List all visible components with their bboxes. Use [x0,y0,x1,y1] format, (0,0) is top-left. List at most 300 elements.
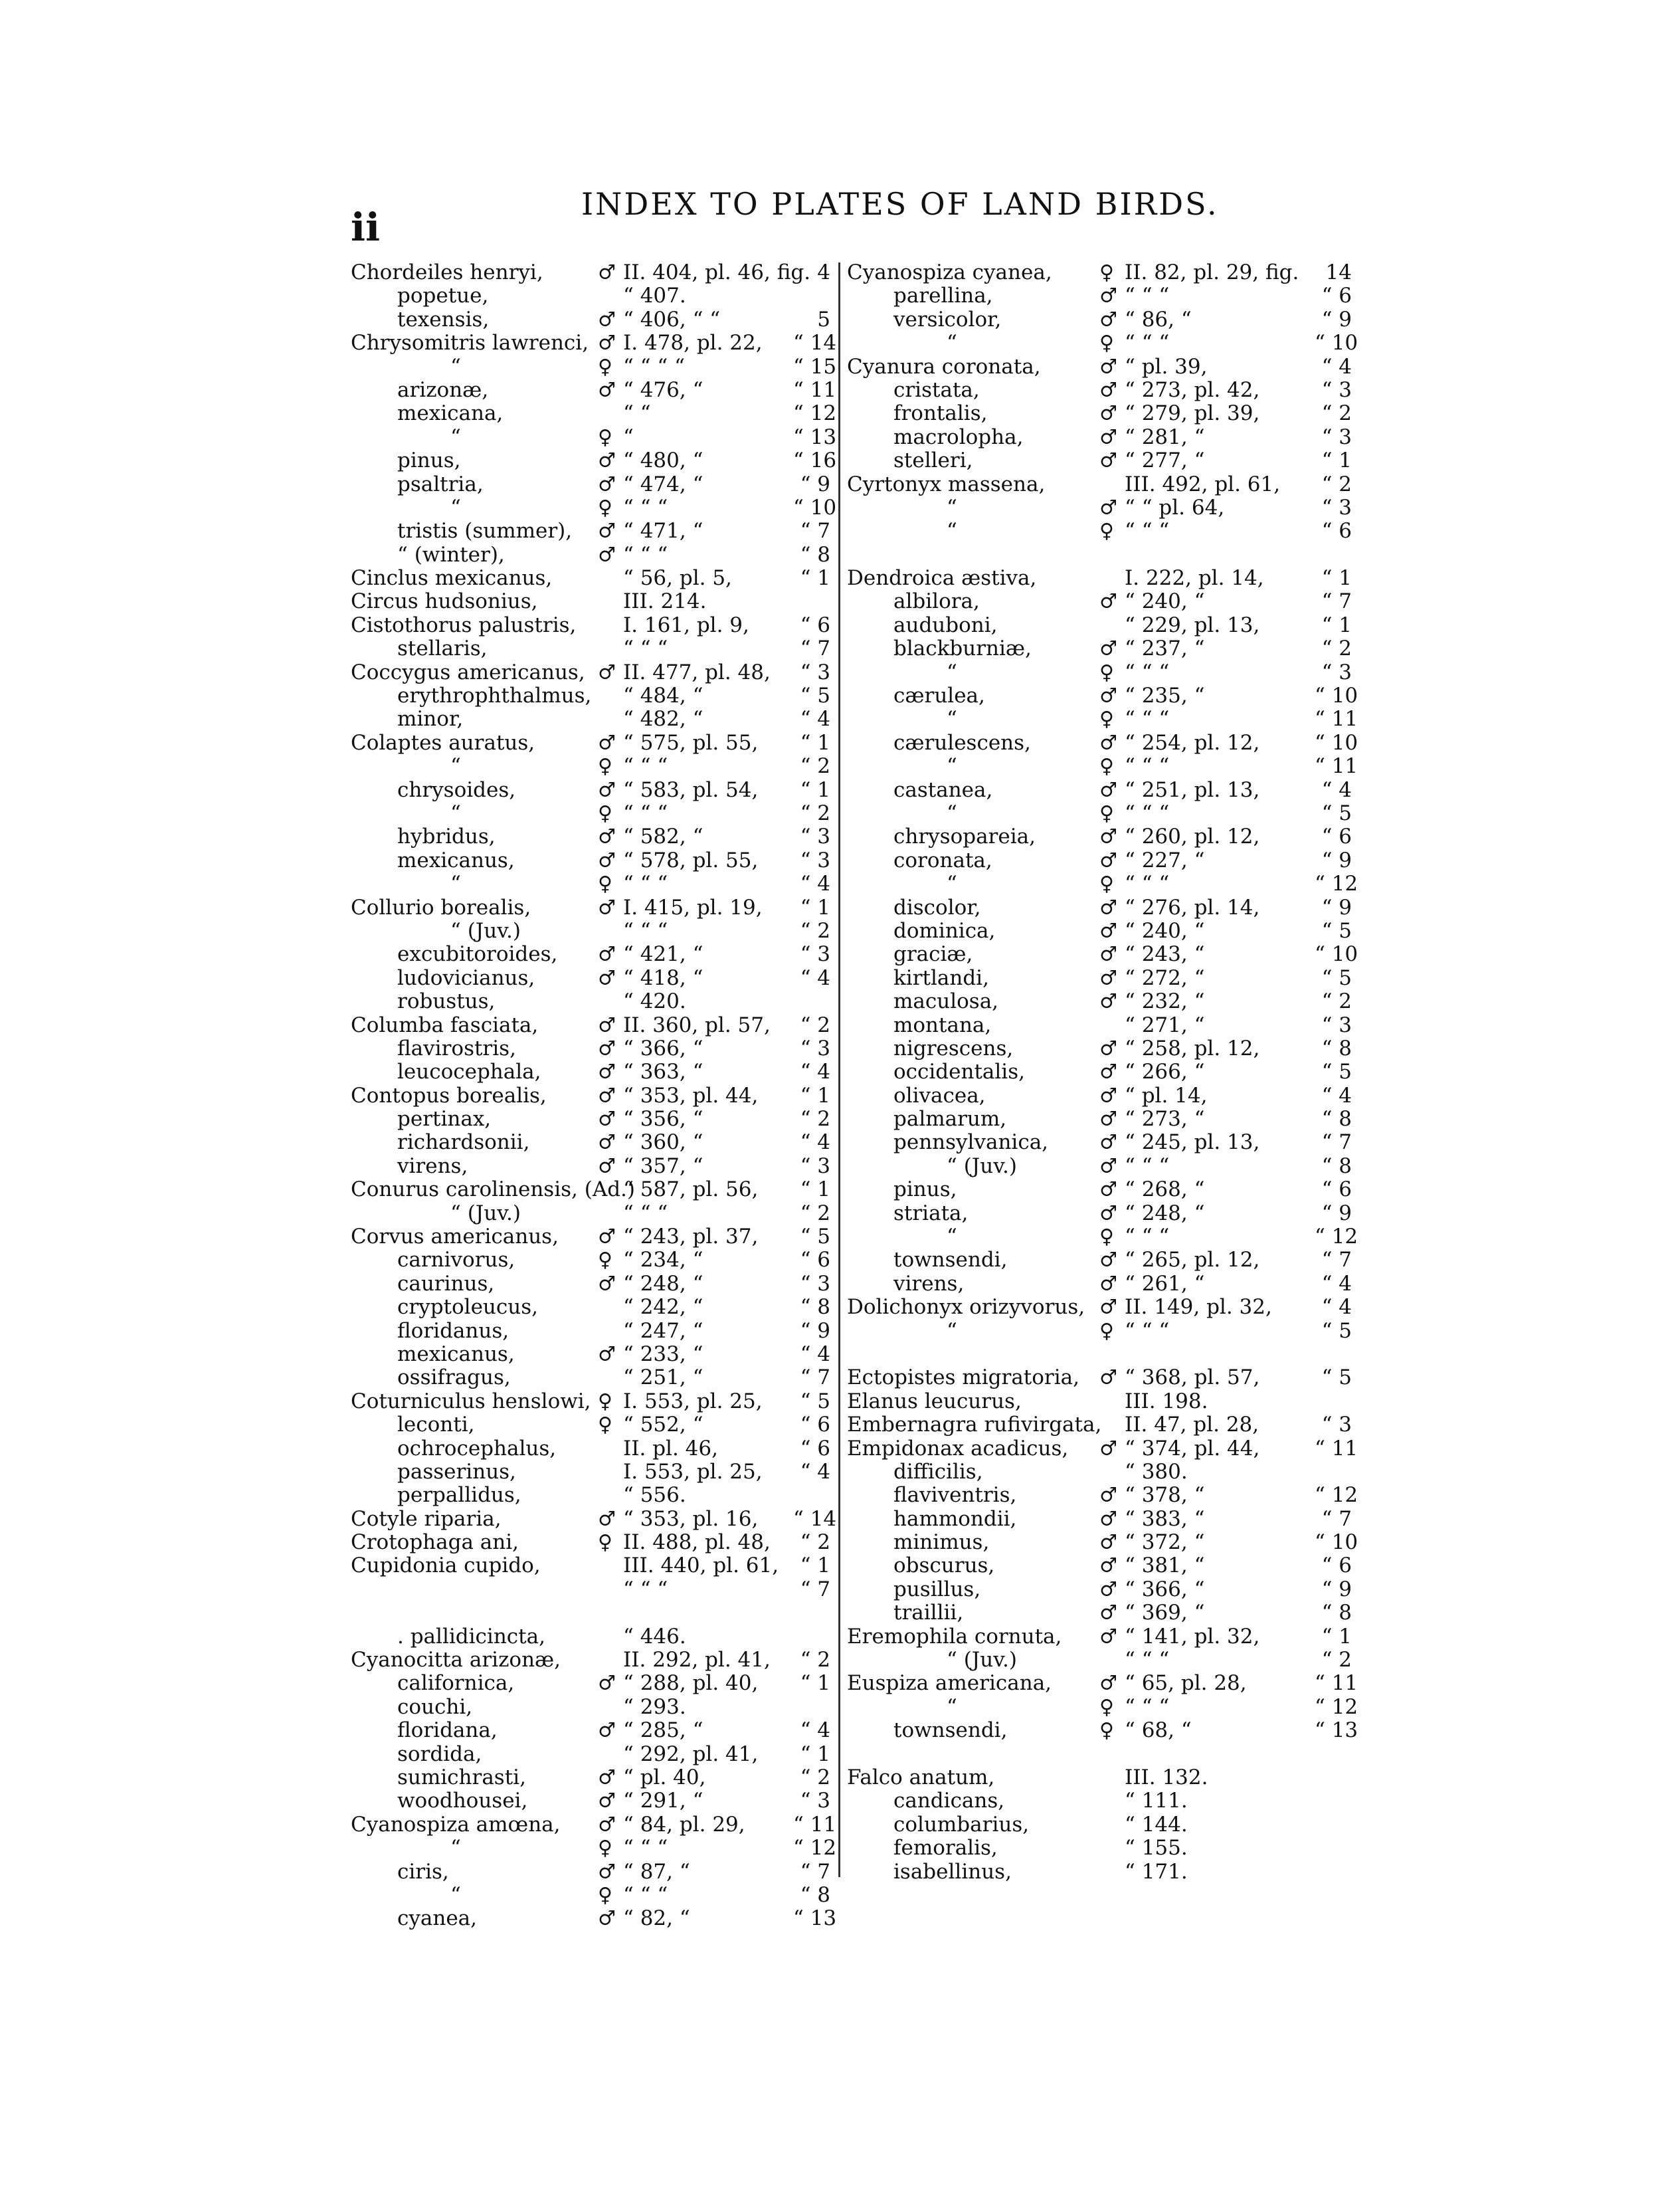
sex-symbol: ♂ [598,1225,616,1249]
figure-number: “ 12 [1315,1225,1358,1249]
entry-name: townsendi, [893,1248,1008,1272]
index-entry [847,1860,1352,1884]
figure-number: “ 2 [800,1765,830,1789]
entry-name: “ [947,1225,957,1249]
figure-number: “ 12 [1315,1694,1358,1719]
volume-page-reference: “ “ “ [623,1882,668,1907]
index-entry [351,637,830,660]
index-entry [847,1249,1352,1272]
volume-page-reference: “ 271, “ [1125,1013,1205,1037]
sex-symbol: ♂ [598,1813,616,1837]
entry-name: sumichrasti, [397,1765,526,1789]
index-entry [847,1272,1352,1296]
entry-name: Colaptes auratus, [351,730,535,755]
index-entry [351,425,837,449]
entry-name: sordida, [397,1742,482,1766]
figure-number: “ 3 [1321,425,1352,449]
index-entry [351,1554,830,1577]
sex-symbol: ♂ [1099,1554,1117,1578]
volume-page-reference: “ 293. [623,1694,686,1719]
index-entry [351,1460,830,1484]
volume-page-reference: “ “ “ [1125,1318,1170,1343]
entry-name: “ [947,660,957,684]
figure-number: “ 1 [800,566,830,591]
index-entry [847,825,1352,849]
entry-name: cærulea, [893,684,985,708]
index-entry [351,990,830,1013]
figure-number: “ 11 [1315,754,1358,779]
volume-page-reference: “ 265, pl. 12, [1125,1248,1260,1272]
sex-symbol: ♂ [598,1342,616,1366]
volume-page-reference: “ 242, “ [623,1295,703,1320]
volume-page-reference: “ “ “ [623,918,668,943]
index-entry [847,1155,1352,1178]
index-entry [847,1743,1352,1766]
sex-symbol: ♀ [598,1389,612,1413]
entry-name: caurinus, [397,1271,495,1296]
entry-name: “ [947,1318,957,1343]
index-entry [351,1578,830,1601]
index-entry [847,779,1352,802]
sex-symbol: ♀ [1099,261,1114,284]
volume-page-reference: “ 144. [1125,1812,1188,1837]
figure-number: “ 1 [1321,1624,1352,1649]
volume-page-reference: “ 227, “ [1125,848,1205,872]
figure-number: “ 4 [800,1718,830,1743]
volume-page-reference: “ “ “ [623,754,668,779]
volume-page-reference: I. 553, pl. 25, [623,1389,763,1413]
index-entry [351,849,830,872]
sex-symbol: ♂ [1099,731,1117,755]
index-entry [847,473,1352,496]
index-entry [351,896,830,920]
entry-name: castanea, [893,777,993,802]
volume-page-reference: III. 492, pl. 61, [1125,472,1281,496]
sex-symbol: ♂ [598,1084,616,1108]
volume-page-reference: “ 233, “ [623,1342,703,1366]
figure-number: “ 2 [800,801,830,825]
volume-page-reference: “ 243, “ [1125,942,1205,967]
index-entry [847,1296,1352,1319]
figure-number: “ 2 [800,1013,830,1037]
figure-number: “ 10 [1315,331,1358,355]
entry-name: Cyanura coronata, [847,354,1041,379]
volume-page-reference: “ 474, “ [623,472,703,496]
index-entry [847,1178,1352,1201]
entry-name: Ectopistes migratoria, [847,1365,1079,1390]
sex-symbol: ♀ [1099,872,1114,896]
entry-name: Cyanocitta arizonæ, [351,1648,561,1672]
entry-name: “ (winter), [397,542,505,567]
volume-page-reference: “ “ “ [1125,754,1170,779]
index-entry [847,261,1352,284]
index-entry [351,614,830,637]
sex-symbol: ♂ [1099,1060,1117,1084]
entry-name: “ [947,519,957,544]
figure-number: “ 7 [1321,1506,1352,1531]
index-entry [847,802,1352,825]
volume-page-reference: II. 292, pl. 41, [623,1648,771,1672]
entry-name: pennsylvanica, [893,1130,1049,1155]
volume-page-reference: “ 68, “ [1125,1718,1192,1743]
figure-number: “ 4 [800,1130,830,1155]
volume-page-reference: “ 575, pl. 55, [623,730,759,755]
entry-name: candicans, [893,1789,1005,1813]
entry-name: hammondii, [893,1506,1017,1531]
entry-name: kirtlandi, [893,965,989,990]
sex-symbol: ♂ [598,966,616,990]
index-entry [847,754,1358,779]
index-entry [847,1202,1352,1225]
volume-page-reference: “ 418, “ [623,965,703,990]
figure-number: “ 2 [1321,472,1352,496]
entry-name: “ [947,801,957,825]
sex-symbol: ♀ [598,355,612,379]
index-entry [847,567,1352,590]
entry-name: dominica, [893,918,996,943]
figure-number: “ 15 [793,354,837,379]
volume-page-reference: “ 288, pl. 40, [623,1671,759,1696]
sex-symbol: ♀ [598,755,612,779]
figure-number: “ 11 [793,1812,837,1837]
entry-name: traillii, [893,1601,964,1625]
entry-name: Empidonax acadicus, [847,1436,1069,1460]
sex-symbol: ♂ [1099,990,1117,1014]
index-entry [847,1320,1352,1343]
entry-name: Cyanospiza amœna, [351,1812,561,1837]
volume-page-reference: “ 273, “ [1125,1107,1205,1132]
index-entry [847,1436,1358,1460]
volume-page-reference: “ 251, pl. 13, [1125,777,1260,802]
figure-number: “ 11 [1315,1436,1358,1460]
sex-symbol: ♂ [598,308,616,332]
sex-symbol: ♂ [1099,1272,1117,1296]
index-entry [847,1225,1358,1249]
sex-symbol: ♂ [1099,919,1117,943]
entry-name: “ [947,495,957,520]
entry-name: pinus, [893,1177,957,1202]
entry-name: “ [450,495,461,520]
volume-page-reference: “ 251, “ [623,1365,703,1390]
volume-page-reference: “ 232, “ [1125,989,1205,1014]
volume-page-reference: II. 477, pl. 48, [623,660,771,684]
sex-symbol: ♂ [1099,966,1117,990]
index-entry [847,449,1352,472]
figure-number: “ 9 [800,472,830,496]
volume-page-reference: “ 141, pl. 32, [1125,1624,1260,1649]
figure-number: “ 10 [1315,730,1358,755]
figure-number: “ 5 [800,684,830,708]
entry-name: ludovicianus, [397,965,535,990]
sex-symbol: ♀ [598,425,612,449]
volume-page-reference: “ 582, “ [623,825,703,849]
sex-symbol: ♂ [1099,355,1117,379]
entry-name: leconti, [397,1413,475,1437]
entry-name: passerinus, [397,1459,516,1484]
volume-page-reference: “ 484, “ [623,684,703,708]
volume-page-reference: “ 476, “ [623,377,703,402]
entry-name: Eremophila cornuta, [847,1624,1062,1649]
volume-page-reference: “ pl. 40, [623,1765,706,1789]
index-entry [351,1743,830,1766]
index-entry [351,967,830,990]
entry-name: “ (Juv.) [947,1648,1017,1672]
figure-number: “ 5 [1321,801,1352,825]
index-entry [847,1366,1352,1389]
entry-name: floridanus, [397,1318,510,1343]
volume-page-reference: “ 240, “ [1125,918,1205,943]
index-entry [351,1836,837,1860]
volume-page-reference: III. 214. [623,589,707,614]
index-entry [351,1484,830,1507]
index-entry [847,590,1352,613]
volume-page-reference: “ 229, pl. 13, [1125,613,1260,637]
figure-number: “ 8 [1321,1154,1352,1178]
volume-page-reference: “ [623,425,634,449]
volume-page-reference: “ “ pl. 64, [1125,495,1225,520]
sex-symbol: ♂ [598,778,616,802]
figure-number: “ 12 [1315,872,1358,896]
sex-symbol: ♂ [1099,1037,1117,1060]
entry-name: ossifragus, [397,1365,511,1390]
index-entry [847,1037,1352,1060]
sex-symbol: ♂ [598,378,616,402]
index-entry [847,1718,1358,1743]
sex-symbol: ♂ [598,472,616,496]
index-entry [847,308,1352,332]
figure-number: “ 7 [1321,589,1352,614]
index-entry [847,1060,1352,1084]
figure-number: “ 12 [793,401,837,426]
index-entry [351,1202,830,1225]
sex-symbol: ♂ [598,825,616,849]
entry-name: Chordeiles henryi, [351,260,543,284]
sex-symbol: ♂ [1099,1249,1117,1272]
figure-number: “ 8 [1321,1036,1352,1060]
figure-number: “ 6 [1321,1554,1352,1578]
volume-page-reference: “ “ “ [623,542,668,567]
figure-number: “ 2 [1321,401,1352,426]
volume-page-reference: “ 366, “ [1125,1577,1205,1601]
index-entry [351,1108,830,1131]
index-entry [847,684,1358,708]
figure-number: “ 6 [1321,519,1352,544]
entry-name: “ [947,754,957,779]
figure-number: “ 13 [793,425,837,449]
entry-name: Conurus carolinensis, (Ad.) [351,1177,636,1202]
entry-name: olivacea, [893,1083,986,1108]
index-entry [847,331,1358,355]
figure-number: “ 4 [800,1459,830,1484]
page-title: INDEX TO PLATES OF LAND BIRDS. [581,186,1219,222]
index-entry [351,1766,830,1789]
index-entry [351,1272,830,1296]
entry-name: blackburniæ, [893,637,1032,661]
volume-page-reference: I. 161, pl. 9, [623,613,749,637]
index-entry [351,495,837,520]
figure-number: “ 4 [800,965,830,990]
entry-name: Corvus americanus, [351,1225,559,1249]
entry-name: palmarum, [893,1107,1007,1132]
index-entry [351,1249,830,1272]
volume-page-reference: “ 552, “ [623,1413,703,1437]
index-entry [847,942,1358,967]
figure-number: “ 1 [800,1177,830,1202]
entry-name: Dendroica æstiva, [847,566,1037,591]
index-entry [847,1837,1352,1860]
figure-number: “ 7 [800,1365,830,1390]
entry-name: Coccygus americanus, [351,660,585,684]
figure-number: “ 4 [1321,1271,1352,1296]
index-entry [351,1155,830,1178]
volume-page-reference: “ 366, “ [623,1036,703,1060]
sex-symbol: ♀ [598,496,612,520]
sex-symbol: ♂ [1099,943,1117,967]
index-entry [351,1413,830,1437]
volume-page-reference: “ pl. 39, [1125,354,1208,379]
volume-page-reference: “ 420. [623,989,686,1014]
volume-page-reference: “ “ “ [623,872,668,896]
figure-number: “ 3 [1321,660,1352,684]
volume-page-reference: II. pl. 46, [623,1436,718,1460]
sex-symbol: ♂ [1099,1625,1117,1649]
figure-number: “ 7 [800,637,830,661]
entry-name: “ [450,354,461,379]
index-entry [351,544,830,567]
entry-name: “ [947,872,957,896]
index-entry [351,755,830,778]
entry-name: Cotyle riparia, [351,1506,502,1531]
volume-page-reference: “ 353, pl. 16, [623,1506,759,1531]
sex-symbol: ♀ [1099,332,1114,355]
sex-symbol: ♂ [598,1060,616,1084]
volume-page-reference: “ 84, pl. 29, [623,1812,745,1837]
index-entry [351,708,830,731]
index-entry [847,1131,1352,1154]
figure-number: “ 1 [800,730,830,755]
index-entry [847,1530,1358,1555]
entry-name: Coturniculus henslowi, [351,1389,591,1413]
index-entry [351,473,830,496]
entry-name: Cupidonia cupido, [351,1554,541,1578]
entry-name: Contopus borealis, [351,1083,547,1108]
entry-name: stellaris, [397,637,488,661]
volume-page-reference: “ 281, “ [1125,425,1205,449]
index-entry [847,1813,1352,1837]
index-entry [351,1789,830,1813]
entry-name: coronata, [893,848,992,872]
entry-name: “ [947,707,957,732]
index-entry [351,1719,830,1742]
volume-page-reference: “ 258, pl. 12, [1125,1036,1260,1060]
figure-number: “ 5 [800,1225,830,1249]
figure-number: “ 4 [800,707,830,732]
figure-number: “ 16 [793,449,837,473]
entry-name: macrolopha, [893,425,1024,449]
figure-number: “ 9 [1321,1577,1352,1601]
figure-number: “ 3 [1321,495,1352,520]
entry-name: flavirostris, [397,1036,516,1060]
figure-number: “ 1 [1321,449,1352,473]
sex-symbol: ♂ [598,1789,616,1813]
volume-page-reference: “ 254, pl. 12, [1125,730,1260,755]
sex-symbol: ♂ [1099,1484,1117,1508]
figure-number: “ 6 [1321,825,1352,849]
figure-number: “ 3 [800,1036,830,1060]
figure-number: 14 [1325,260,1352,284]
index-entry [351,1037,830,1060]
figure-number: “ 3 [800,942,830,967]
index-entry [351,1225,830,1249]
index-entry [847,896,1352,920]
index-entry [351,1812,837,1837]
entry-name: pinus, [397,449,461,473]
volume-page-reference: “ 56, pl. 5, [623,566,732,591]
figure-number: “ 2 [800,1107,830,1132]
index-entry [351,1506,837,1531]
volume-page-reference: “ 378, “ [1125,1483,1205,1508]
volume-page-reference: II. 47, pl. 28, [1125,1413,1259,1437]
sex-symbol: ♂ [598,849,616,872]
volume-page-reference: “ 245, pl. 13, [1125,1130,1260,1155]
sex-symbol: ♂ [1099,1201,1117,1225]
sex-symbol: ♀ [1099,708,1114,732]
volume-page-reference: II. 82, pl. 29, fig. [1125,260,1299,284]
entry-name: arizonæ, [397,377,489,402]
figure-number: “ 11 [1315,1671,1358,1696]
figure-number: “ 3 [800,825,830,849]
entry-name: auduboni, [893,613,998,637]
entry-name: “ (Juv.) [450,918,521,943]
figure-number: “ 5 [1321,1318,1352,1343]
figure-number: “ 4 [800,872,830,896]
index-entry [847,1601,1352,1625]
figure-number: 5 [817,307,830,332]
volume-page-reference: “ 480, “ [623,449,703,473]
entry-name: pusillus, [893,1577,981,1601]
entry-name: obscurus, [893,1554,995,1578]
sex-symbol: ♂ [1099,1507,1117,1531]
volume-page-reference: “ 556. [623,1483,686,1508]
index-entry [351,825,830,849]
figure-number: “ 3 [1321,1013,1352,1037]
entry-name: isabellinus, [893,1859,1012,1884]
entry-name: tristis (summer), [397,519,573,544]
sex-symbol: ♂ [598,1037,616,1060]
sex-symbol: ♂ [598,332,616,355]
entry-name: Cistothorus palustris, [351,613,577,637]
sex-symbol: ♀ [1099,1225,1114,1249]
sex-symbol: ♂ [1099,1601,1117,1625]
sex-symbol: ♂ [1099,684,1117,708]
index-entry [847,426,1352,449]
figure-number: “ 8 [1321,1107,1352,1132]
index-entry [351,1366,830,1389]
figure-number: “ 2 [800,1648,830,1672]
entry-name: Cinclus mexicanus, [351,566,553,591]
entry-name: columbarius, [893,1812,1030,1837]
sex-symbol: ♂ [1099,308,1117,332]
volume-page-reference: “ 86, “ [1125,307,1192,332]
entry-name: woodhousei, [397,1789,528,1813]
figure-number: “ 8 [800,1882,830,1907]
volume-page-reference: “ “ “ [1125,1694,1170,1719]
figure-number: “ 3 [800,1789,830,1813]
volume-page-reference: “ 368, pl. 57, [1125,1365,1260,1390]
sex-symbol: ♂ [1099,1154,1117,1178]
index-entry [351,520,830,543]
volume-page-reference: “ 248, “ [623,1271,703,1296]
